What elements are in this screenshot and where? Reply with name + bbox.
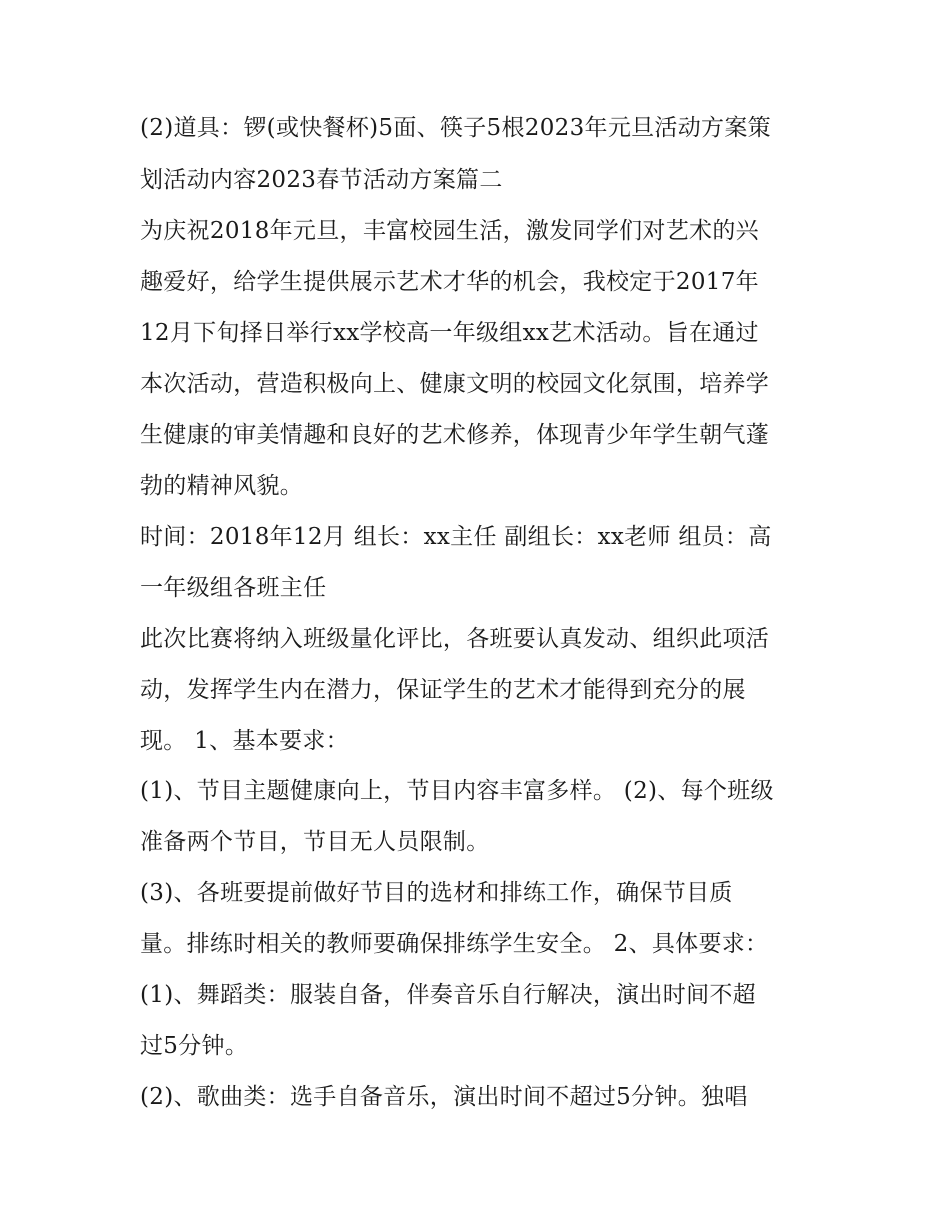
text-line: 生健康的审美情趣和良好的艺术修养，体现青少年学生朝气蓬 [140, 422, 770, 448]
text-line: 本次活动，营造积极向上、健康文明的校园文化氛围，培养学 [140, 371, 770, 397]
text-line: 为庆祝2018年元旦，丰富校园生活，激发同学们对艺术的兴 [140, 218, 759, 244]
text-line: 现。 1、基本要求： [140, 728, 349, 754]
text-line: (3)、各班要提前做好节目的选材和排练工作，确保节目质 [140, 880, 733, 906]
text-line: 时间：2018年12月 组长：xx主任 副组长：xx老师 组员：高 [140, 524, 772, 550]
text-line: 趣爱好，给学生提供展示艺术才华的机会，我校定于2017年 [140, 269, 759, 295]
text-line: 此次比赛将纳入班级量化评比，各班要认真发动、组织此项活 [140, 626, 770, 652]
text-line: (1)、节目主题健康向上，节目内容丰富多样。 (2)、每个班级 [140, 778, 774, 804]
text-line: (2)、歌曲类：选手自备音乐，演出时间不超过5分钟。独唱 [140, 1084, 748, 1110]
text-line: 过5分钟。 [140, 1033, 249, 1059]
text-line: (1)、舞蹈类：服装自备，伴奏音乐自行解决，演出时间不超 [140, 982, 756, 1008]
text-line: 准备两个节目，节目无人员限制。 [140, 829, 490, 855]
text-line: 12月下旬择日举行xx学校高一年级组xx艺术活动。旨在通过 [140, 320, 759, 346]
text-line: 划活动内容2023春节活动方案篇二 [140, 167, 503, 193]
text-line: 量。排练时相关的教师要确保排练学生安全。 2、具体要求： [140, 931, 769, 957]
text-line: 动，发挥学生内在潜力，保证学生的艺术才能得到充分的展 [140, 677, 746, 703]
text-line: 勃的精神风貌。 [140, 473, 304, 499]
text-line: (2)道具：锣(或快餐杯)5面、筷子5根2023年元旦活动方案策 [140, 115, 771, 141]
text-line: 一年级组各班主任 [140, 575, 327, 601]
